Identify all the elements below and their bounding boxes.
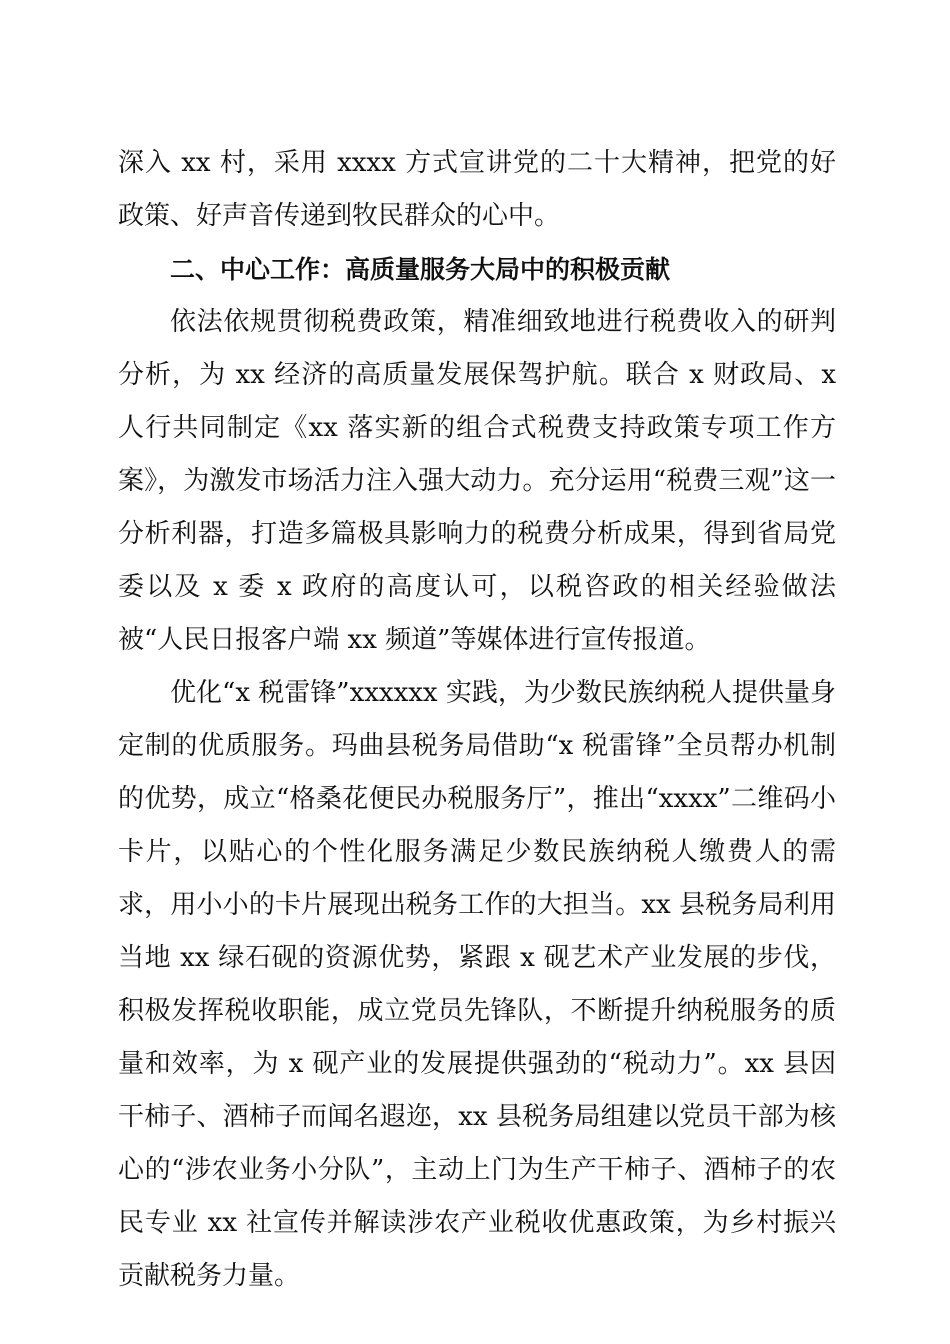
body-paragraph-3: 优化“x 税雷锋”xxxxxx 实践，为少数民族纳税人提供量身定制的优质服务。玛曲县税务局借助“x 税雷锋”全员帮办机制的优势，成立“格桑花便民办税服务厅”，推出“xxxx”二维码小卡片，以贴心的个性化服务满足少数民族纳税人缴费人的需求，用小小的卡片展现出税务工作的大担当。xx 县税务局利用当地 xx 绿石砚的资源优势，紧跟 x 砚艺术产业发展的步伐，积极发挥税收职能，成立党员先锋队，不断提升纳税服务的质量和效率，为 x 砚产业的发展提供强劲的“税动力”。xx 县因干柿子、酒柿子而闻名遐迩，xx 县税务局组建以党员干部为核心的“涉农业务小分队”，主动上门为生产干柿子、酒柿子的农民专业 xx 社宣传并解读涉农产业税收优惠政策，为乡村振兴贡献税务力量。 [118,678,836,1291]
body-paragraph-2: 依法依规贯彻税费政策，精准细致地进行税费收入的研判分析，为 xx 经济的高质量发展保驾护航。联合 x 财政局、x 人行共同制定《xx 落实新的组合式税费支持政策专项工作方案》，为激发市场活力注入强大动力。充分运用“税费三观”这一分析利器，打造多篇极具影响力的税费分析成果，得到省局党委以及 x 委 x 政府的高度认可，以税咨政的相关经验做法被“人民日报客户端 xx 频道”等媒体进行宣传报道。 [118,307,836,655]
section-heading: 二、中心工作：高质量服务大局中的积极贡献 [170,255,671,284]
document-body [118,137,836,1303]
body-paragraph-1: 深入 xx 村，采用 xxxx 方式宣讲党的二十大精神，把党的好政策、好声音传递到牧民群众的心中。 [118,148,836,231]
